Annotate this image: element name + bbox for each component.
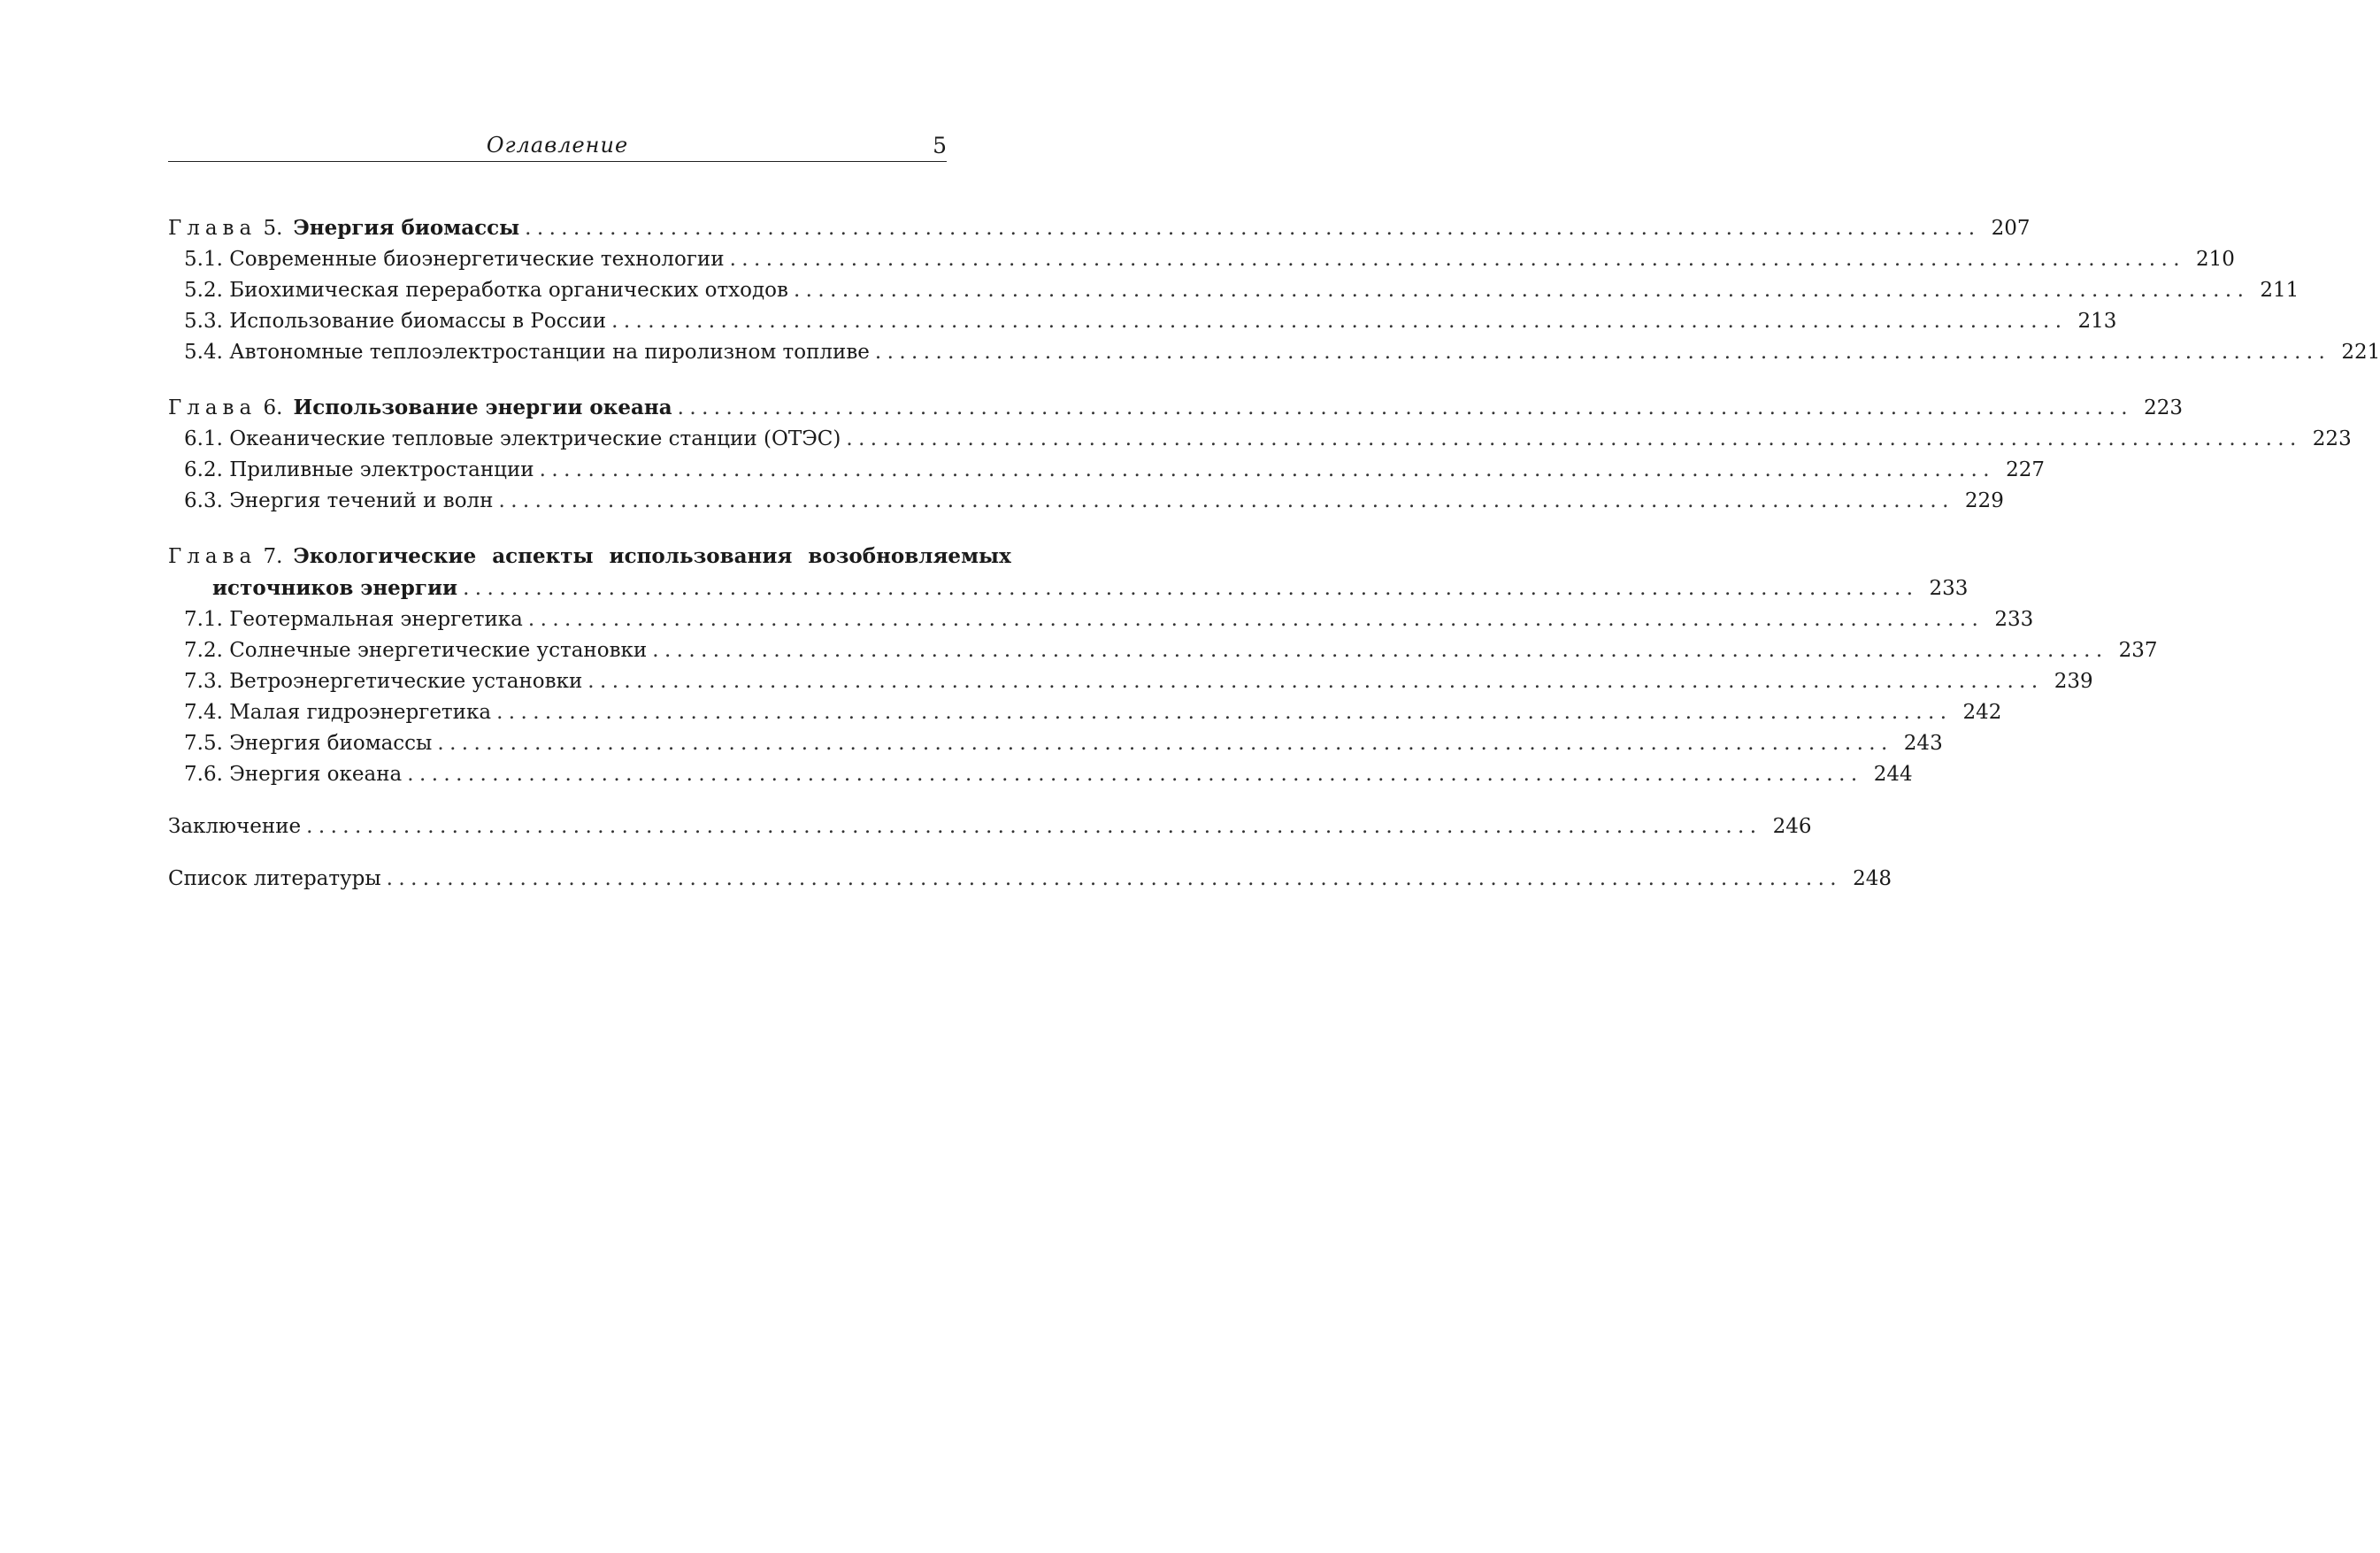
chapter-title: Энергия биомассы — [293, 216, 520, 240]
dot-leader: ........................................................................................................................ — [539, 458, 1995, 481]
dot-leader: ........................................................................................................................ — [496, 701, 1953, 724]
section-title: Малая гидроэнергетика — [229, 701, 492, 724]
section-number: 7.3. — [184, 670, 223, 693]
section-title: Ветроэнергетические установки — [229, 670, 583, 693]
page-ref: 233 — [1929, 577, 1969, 600]
section-entry[interactable] — [168, 424, 2352, 455]
dot-leader: ........................................................................................................................ — [437, 732, 1893, 755]
section-number: 7.5. — [184, 732, 223, 755]
dot-leader: ........................................................................................................................ — [793, 279, 2250, 302]
dot-leader: ........................................................................................................................ — [463, 577, 1919, 600]
section-number: 7.4. — [184, 701, 223, 724]
section-title: Биохимическая переработка органических отходов — [229, 279, 788, 302]
section-entry[interactable] — [168, 455, 2045, 486]
page-ref: 223 — [2312, 427, 2352, 450]
section-title: Океанические тепловые электрические станции (ОТЭС) — [229, 427, 841, 450]
table-of-contents — [168, 212, 2380, 919]
section-number: 5.2. — [184, 279, 223, 302]
section-entry[interactable] — [168, 337, 2380, 368]
chapter-5-group — [168, 212, 2380, 368]
section-title: Солнечные энергетические установки — [229, 639, 648, 662]
dot-leader: ........................................................................................................................ — [527, 608, 1985, 631]
conclusion-group — [168, 811, 1812, 842]
section-number: 5.4. — [184, 341, 223, 364]
references-group — [168, 864, 1892, 895]
page-ref: 242 — [1962, 701, 2002, 724]
chapter-entry[interactable] — [168, 212, 2031, 244]
page-ref: 211 — [2260, 279, 2299, 302]
toc-entry-references[interactable] — [168, 864, 1892, 895]
chapter-number: 5. — [263, 217, 283, 240]
section-entry[interactable] — [168, 306, 2117, 337]
chapter-entry[interactable] — [168, 392, 2183, 424]
section-number: 6.2. — [184, 458, 223, 481]
entry-title: Список литературы — [168, 867, 381, 890]
chapter-6-group — [168, 392, 2352, 517]
section-title: Использование биомассы в России — [229, 310, 607, 333]
page-ref: 244 — [1873, 763, 1913, 786]
dot-leader: ........................................................................................................................ — [611, 310, 2068, 333]
dot-leader: ........................................................................................................................ — [677, 396, 2133, 419]
dot-leader: ........................................................................................................................ — [729, 248, 2185, 271]
section-title: Приливные электростанции — [229, 458, 534, 481]
page-ref: 223 — [2144, 396, 2183, 419]
chapter-label: Глава — [168, 545, 257, 568]
chapter-number: 6. — [263, 396, 283, 419]
section-number: 6.3. — [184, 489, 223, 512]
section-entry[interactable] — [168, 666, 2093, 697]
chapter-label: Глава — [168, 396, 257, 419]
page-ref: 243 — [1903, 732, 1943, 755]
chapter-title-continued: источников энергии — [212, 576, 458, 600]
chapter-title: Использование энергии океана — [293, 396, 672, 419]
section-title: Энергия течений и волн — [229, 489, 494, 512]
section-number: 5.3. — [184, 310, 223, 333]
page-ref: 239 — [2054, 670, 2093, 693]
dot-leader: ........................................................................................................................ — [587, 670, 2044, 693]
dot-leader: ........................................................................................................................ — [386, 867, 1842, 890]
chapter-label: Глава — [168, 217, 257, 240]
section-title: Энергия биомассы — [229, 732, 433, 755]
section-entry[interactable] — [168, 728, 1943, 759]
dot-leader: ........................................................................................................................ — [652, 639, 2108, 662]
page-ref: 210 — [2196, 248, 2235, 271]
section-entry[interactable] — [168, 604, 2034, 635]
page-number: 5 — [933, 133, 947, 158]
page-ref: 248 — [1853, 867, 1892, 890]
chapter-number: 7. — [263, 545, 283, 568]
section-number: 5.1. — [184, 248, 223, 271]
section-title: Современные биоэнергетические технологии — [229, 248, 725, 271]
section-title: Энергия океана — [229, 763, 403, 786]
page-ref: 233 — [1994, 608, 2034, 631]
dot-leader: ........................................................................................................................ — [846, 427, 2302, 450]
dot-leader: ........................................................................................................................ — [525, 217, 1981, 240]
dot-leader: ........................................................................................................................ — [498, 489, 1954, 512]
section-number: 7.1. — [184, 608, 223, 631]
chapter-entry-continuation[interactable] — [168, 573, 1969, 604]
section-number: 7.6. — [184, 763, 223, 786]
section-number: 7.2. — [184, 639, 223, 662]
section-entry[interactable] — [168, 759, 1913, 790]
toc-entry-conclusion[interactable] — [168, 811, 1812, 842]
dot-leader: ........................................................................................................................ — [306, 815, 1762, 838]
running-head — [168, 133, 947, 162]
chapter-7-group — [168, 541, 2158, 790]
running-head-title: Оглавление — [486, 133, 629, 158]
page-ref: 213 — [2077, 310, 2117, 333]
section-entry[interactable] — [168, 275, 2299, 306]
page-ref: 227 — [2006, 458, 2045, 481]
section-title: Геотермальная энергетика — [229, 608, 523, 631]
section-number: 6.1. — [184, 427, 223, 450]
section-entry[interactable] — [168, 486, 2004, 517]
section-entry[interactable] — [168, 635, 2158, 666]
page-ref: 221 — [2341, 341, 2380, 364]
chapter-title: Экологические аспекты использования возобновляемых — [293, 544, 1011, 568]
dot-leader: ........................................................................................................................ — [874, 341, 2331, 364]
section-title: Автономные теплоэлектростанции на пиролизном топливе — [229, 341, 870, 364]
section-entry[interactable] — [168, 697, 2002, 728]
section-entry[interactable] — [168, 244, 2235, 275]
chapter-entry[interactable] — [168, 541, 1011, 573]
entry-title: Заключение — [168, 815, 302, 838]
page-ref: 237 — [2118, 639, 2158, 662]
dot-leader: ........................................................................................................................ — [407, 763, 1863, 786]
page-ref: 229 — [1964, 489, 2004, 512]
page-ref: 246 — [1772, 815, 1812, 838]
page-ref: 207 — [1991, 217, 2031, 240]
